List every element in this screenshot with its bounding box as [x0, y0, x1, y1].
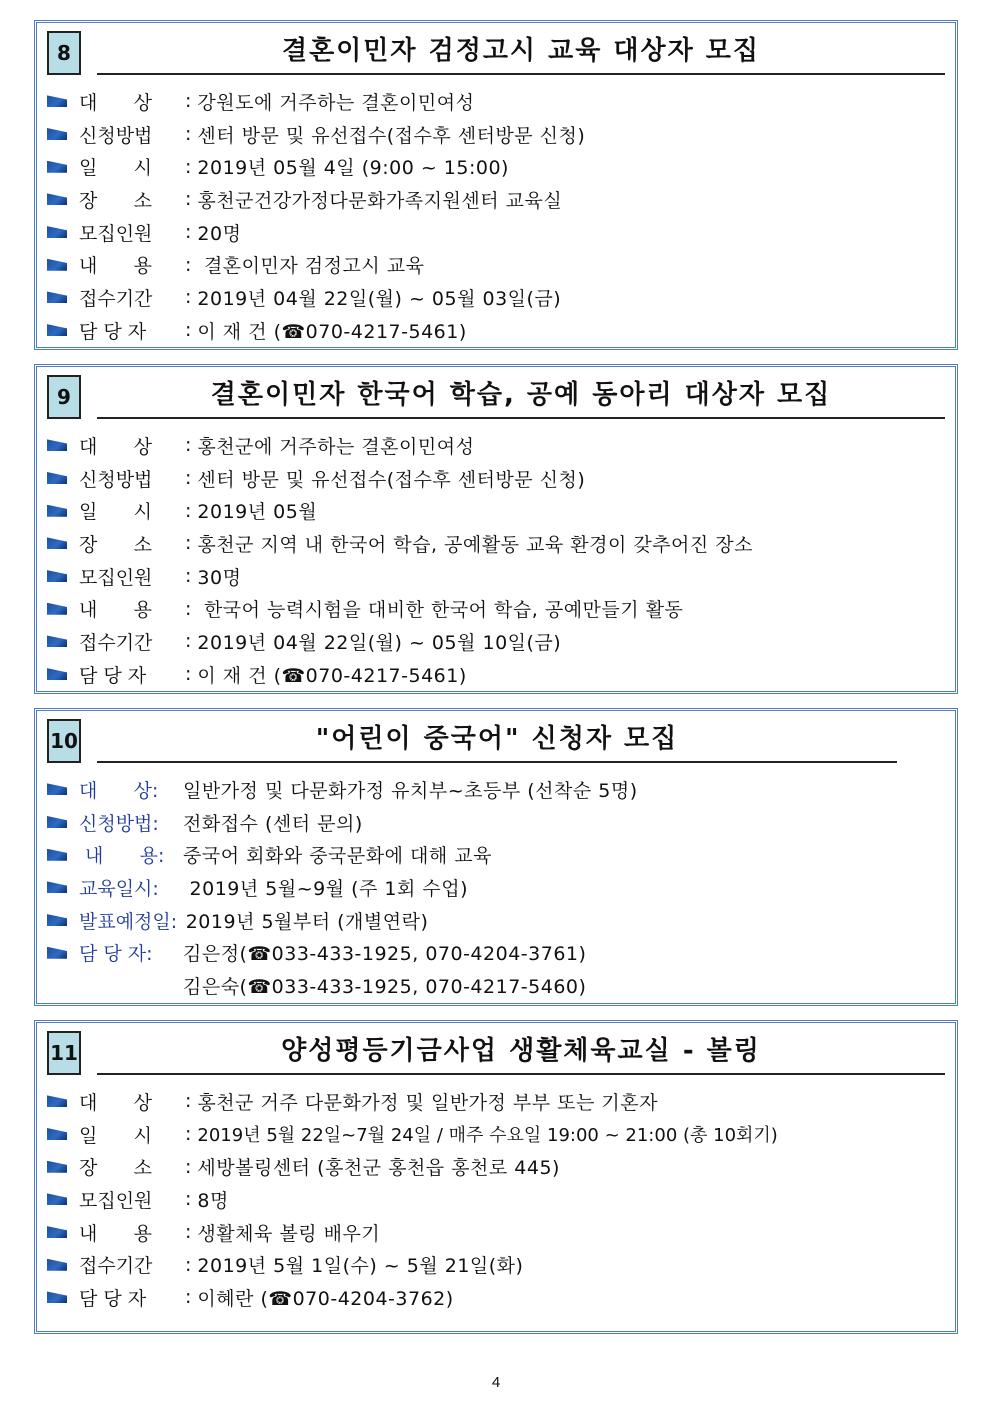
- item-value: 30명: [197, 566, 242, 589]
- list-item: [47, 658, 945, 691]
- item-separator: :: [185, 90, 192, 113]
- list-item: [47, 1248, 945, 1281]
- bullet-icon: [47, 881, 67, 893]
- item-label: 접수기간: [79, 1255, 153, 1278]
- item-separator: :: [185, 1221, 192, 1244]
- item-separator: :: [185, 1253, 192, 1276]
- list-item: [47, 838, 945, 871]
- item-value: 결혼이민자 검정고시 교육: [197, 255, 425, 278]
- list-item: [47, 1150, 945, 1183]
- bullet-icon: [47, 1161, 67, 1173]
- bullet-icon: [47, 570, 67, 582]
- item-label: 신청방법: [79, 468, 153, 491]
- bullet-icon: [47, 947, 67, 959]
- item-label: 담 당 자: [79, 1287, 147, 1310]
- bullet-icon: [47, 226, 67, 238]
- item-separator: :: [185, 467, 192, 490]
- bullet-icon: [47, 193, 67, 205]
- item-separator: :: [185, 663, 192, 686]
- section-9: [34, 364, 958, 694]
- item-label: 모집인원: [79, 222, 153, 245]
- item-value: 김은정(☎033-433-1925, 070-4204-3761): [183, 943, 587, 966]
- item-label: 대 상: [79, 1091, 152, 1114]
- item-value: 세방볼링센터 (홍천군 홍천읍 홍천로 445): [197, 1157, 560, 1180]
- bullet-icon: [47, 603, 67, 615]
- item-value: 한국어 능력시험을 대비한 한국어 학습, 공예만들기 활동: [197, 599, 684, 622]
- item-value: 김은숙(☎033-433-1925, 070-4217-5460): [183, 975, 587, 998]
- item-label: 내 용: [79, 255, 152, 278]
- item-separator: :: [185, 319, 192, 342]
- bullet-icon: [47, 259, 67, 271]
- item-value: 전화접수 (센터 문의): [183, 812, 363, 835]
- bullet-icon: [47, 537, 67, 549]
- section-10: [34, 708, 958, 1006]
- item-label: 일 시: [79, 157, 152, 180]
- list-item: [47, 314, 945, 347]
- list-item: [47, 429, 945, 462]
- list-item: [47, 150, 945, 183]
- list-item: [47, 969, 945, 1002]
- list-item: [47, 592, 945, 625]
- list-item: [47, 1085, 945, 1118]
- item-label: 대 상: [79, 435, 152, 458]
- list-item: [47, 494, 945, 527]
- bullet-icon: [47, 324, 67, 336]
- item-label: 담 당 자: [79, 664, 147, 687]
- item-label: 모집인원: [79, 566, 153, 589]
- section-number: 11: [47, 1031, 81, 1075]
- item-label: 일 시: [79, 501, 152, 524]
- bullet-icon: [47, 1291, 67, 1303]
- item-separator: :: [185, 1155, 192, 1178]
- bullet-icon: [47, 95, 67, 107]
- bullet-icon: [47, 472, 67, 484]
- item-value: 센터 방문 및 유선접수(접수후 센터방문 신청): [197, 468, 586, 491]
- item-value: 생활체육 볼링 배우기: [197, 1222, 381, 1245]
- item-separator: :: [185, 286, 192, 309]
- item-label: 대 상: [79, 91, 152, 114]
- item-value: 홍천군건강가정다문화가족지원센터 교육실: [197, 189, 563, 212]
- list-item: [47, 216, 945, 249]
- item-label: 내 용: [79, 599, 152, 622]
- bullet-icon: [47, 291, 67, 303]
- info-list: [47, 773, 945, 1002]
- item-separator: :: [185, 188, 192, 211]
- list-item: [47, 462, 945, 495]
- list-item: [47, 85, 945, 118]
- item-separator: :: [185, 630, 192, 653]
- list-item: [47, 625, 945, 658]
- bullet-icon: [47, 505, 67, 517]
- bullet-icon: [47, 783, 67, 795]
- item-label: 일 시: [79, 1124, 152, 1147]
- item-value: 일반가정 및 다문화가정 유치부~초등부 (선착순 5명): [183, 779, 638, 802]
- item-label: 담 당 자: [79, 320, 147, 343]
- item-separator: :: [185, 1188, 192, 1211]
- item-value: 홍천군 지역 내 한국어 학습, 공예활동 교육 환경이 갖추어진 장소: [197, 533, 754, 556]
- section-number: 10: [47, 719, 81, 763]
- page-number: 4: [491, 1374, 501, 1391]
- section-number: 9: [47, 375, 81, 419]
- list-item: [47, 1118, 945, 1151]
- item-value: 2019년 5월 22일~7월 24일 / 매주 수요일 19:00 ~ 21:00 (총 10회기): [197, 1125, 778, 1147]
- item-label: 신청방법: [79, 124, 153, 147]
- bullet-icon: [47, 914, 67, 926]
- item-separator: :: [185, 253, 192, 276]
- item-separator: :: [185, 597, 192, 620]
- bullet-icon: [47, 849, 67, 861]
- list-item: [47, 871, 945, 904]
- item-value: 이 재 건 (☎070-4217-5461): [197, 320, 467, 343]
- item-label: 담 당 자:: [79, 943, 153, 966]
- bullet-icon: [47, 128, 67, 140]
- item-value: 이 재 건 (☎070-4217-5461): [197, 664, 467, 687]
- item-value: 2019년 05월: [197, 501, 318, 524]
- item-separator: :: [185, 565, 192, 588]
- section-title: 결혼이민자 한국어 학습, 공예 동아리 대상자 모집: [97, 375, 945, 419]
- item-value: 2019년 04월 22일(월) ~ 05월 03일(금): [197, 287, 562, 310]
- item-separator: :: [185, 1090, 192, 1113]
- item-label: 발표예정일:: [79, 910, 178, 933]
- item-separator: :: [185, 221, 192, 244]
- item-value: 2019년 5월부터 (개별연락): [179, 910, 429, 933]
- item-label: 접수기간: [79, 287, 153, 310]
- info-list: [47, 1085, 945, 1314]
- item-label: 모집인원: [79, 1189, 153, 1212]
- list-item: [47, 773, 945, 806]
- item-label: 접수기간: [79, 631, 153, 654]
- bullet-icon: [47, 635, 67, 647]
- list-item: [47, 118, 945, 151]
- section-11: [34, 1020, 958, 1334]
- bullet-icon: [47, 1226, 67, 1238]
- bullet-icon: [47, 1193, 67, 1205]
- section-number: 8: [47, 31, 81, 75]
- item-value: 20명: [197, 222, 242, 245]
- info-list: [47, 85, 945, 347]
- item-value: 2019년 04월 22일(월) ~ 05월 10일(금): [197, 631, 562, 654]
- section-title: "어린이 중국어" 신청자 모집: [97, 719, 897, 763]
- item-value: 2019년 5월~9월 (주 1회 수업): [183, 877, 469, 900]
- item-separator: :: [185, 123, 192, 146]
- section-title: 결혼이민자 검정고시 교육 대상자 모집: [97, 31, 945, 75]
- list-item: [47, 1183, 945, 1216]
- item-value: 강원도에 거주하는 결혼이민여성: [197, 91, 475, 114]
- item-label: 대 상:: [79, 779, 159, 802]
- list-item: [47, 183, 945, 216]
- section-title: 양성평등기금사업 생활체육교실 - 볼링: [97, 1031, 945, 1075]
- info-list: [47, 429, 945, 691]
- list-item: [47, 527, 945, 560]
- item-value: 중국어 회화와 중국문화에 대해 교육: [183, 845, 492, 868]
- item-label: 교육일시:: [79, 877, 159, 900]
- item-separator: :: [185, 499, 192, 522]
- bullet-icon: [47, 668, 67, 680]
- item-label: 신청방법:: [79, 812, 159, 835]
- list-item: [47, 806, 945, 839]
- list-item: [47, 936, 945, 969]
- list-item: [47, 248, 945, 281]
- item-value: 8명: [197, 1189, 229, 1212]
- bullet-icon: [47, 1095, 67, 1107]
- list-item: [47, 1281, 945, 1314]
- item-label: 장 소: [79, 533, 152, 556]
- list-item: [47, 1216, 945, 1249]
- list-item: [47, 560, 945, 593]
- bullet-icon: [47, 1128, 67, 1140]
- item-separator: :: [185, 1286, 192, 1309]
- item-value: 홍천군에 거주하는 결혼이민여성: [197, 435, 475, 458]
- item-separator: :: [185, 155, 192, 178]
- item-value: 홍천군 거주 다문화가정 및 일반가정 부부 또는 기혼자: [197, 1091, 658, 1114]
- list-item: [47, 904, 945, 937]
- bullet-icon: [47, 1259, 67, 1271]
- section-8: [34, 20, 958, 350]
- bullet-icon: [47, 161, 67, 173]
- bullet-icon: [47, 816, 67, 828]
- item-label: 내 용:: [79, 845, 165, 868]
- item-value: 이혜란 (☎070-4204-3762): [197, 1287, 454, 1310]
- item-value: 2019년 05월 4일 (9:00 ~ 15:00): [197, 157, 509, 180]
- item-value: 센터 방문 및 유선접수(접수후 센터방문 신청): [197, 124, 586, 147]
- item-value: 2019년 5월 1일(수) ~ 5월 21일(화): [197, 1255, 524, 1278]
- list-item: [47, 281, 945, 314]
- item-label: 장 소: [79, 189, 152, 212]
- item-label: 내 용: [79, 1222, 152, 1245]
- item-separator: :: [185, 532, 192, 555]
- bullet-icon: [47, 439, 67, 451]
- item-separator: :: [185, 1123, 192, 1146]
- item-separator: :: [185, 434, 192, 457]
- item-label: 장 소: [79, 1157, 152, 1180]
